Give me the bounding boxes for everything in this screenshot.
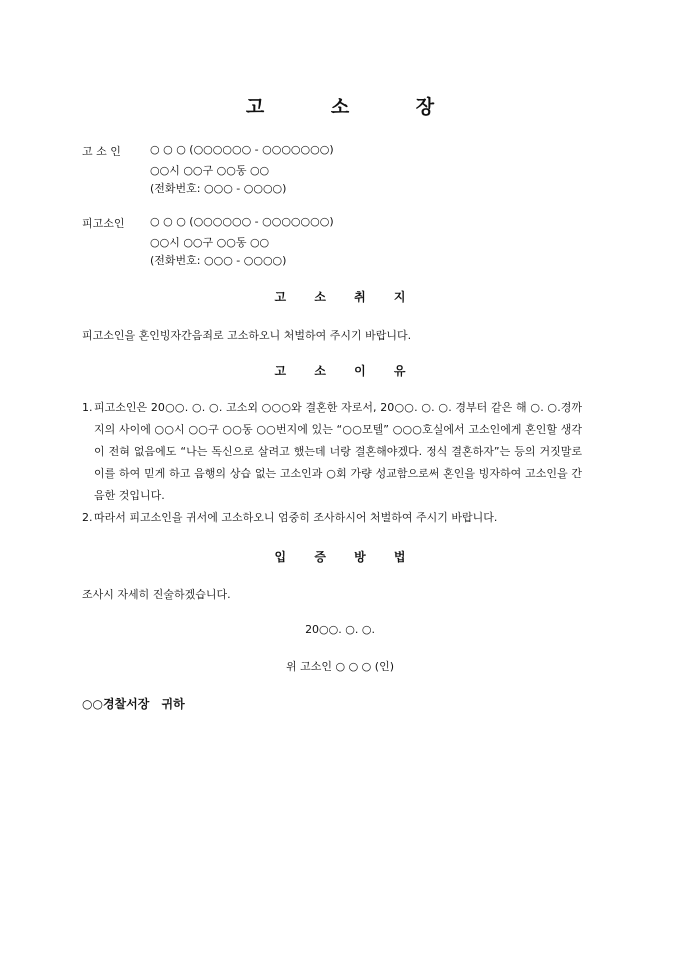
evidence-heading: 입 증 방 법	[274, 550, 418, 564]
accused-label: 피고소인	[82, 217, 125, 230]
reason-number: 1.	[82, 401, 93, 414]
purpose-text: 피고소인을 혼인빙자간음죄로 고소하오니 처벌하여 주시기 바랍니다.	[82, 329, 412, 342]
complainant-name: ○ ○ ○ (○○○○○○ - ○○○○○○○)	[150, 143, 334, 156]
evidence-text: 조사시 자세히 진술하겠습니다.	[82, 588, 231, 601]
signature-line: 위 고소인 ○ ○ ○ (인)	[286, 660, 394, 673]
reason-item-2	[82, 507, 582, 529]
document-title: 고 소 장	[245, 96, 465, 118]
accused-phone: (전화번호: ○○○ - ○○○○)	[150, 254, 287, 267]
reason-text: 따라서 피고소인을 귀서에 고소하오니 엄중히 조사하시어 처벌하여 주시기 바랍니다.	[94, 511, 498, 524]
complainant-phone: (전화번호: ○○○ - ○○○○)	[150, 182, 287, 195]
reasons-heading: 고 소 이 유	[274, 364, 418, 378]
complainant-address: ○○시 ○○구 ○○동 ○○	[150, 164, 270, 177]
addressee: ○○경찰서장 귀하	[82, 697, 185, 711]
accused-name: ○ ○ ○ (○○○○○○ - ○○○○○○○)	[150, 215, 334, 228]
reason-text: 피고소인은 20○○. ○. ○. 고소외 ○○○와 결혼한 자로서, 20○○. ○. ○. 경부터 같은 해 ○. ○.경까지의 사이에 ○○시 ○○구 ○○동 ○○번지에 있는 “○○모텔” ○○○호실에서 고소인에게 혼인할 생각이 전혀 없음에도 “나는 독신으로 살려고 했는데 너랑 결혼해야겠다. 정식 결혼하자”는 등의 거짓말로 이를 하여 믿게 하고 음행의 상습 없는 고소인과 ○회 가량 성교함으로써 혼인을 빙자하여 고소인을 간음한 것입니다.	[94, 401, 582, 502]
accused-address: ○○시 ○○구 ○○동 ○○	[150, 236, 270, 249]
purpose-heading: 고 소 취 지	[274, 290, 418, 304]
reason-item-1	[82, 397, 582, 507]
document-date: 20○○. ○. ○.	[305, 623, 375, 636]
reason-number: 2.	[82, 511, 93, 524]
complainant-label: 고 소 인	[82, 145, 121, 158]
